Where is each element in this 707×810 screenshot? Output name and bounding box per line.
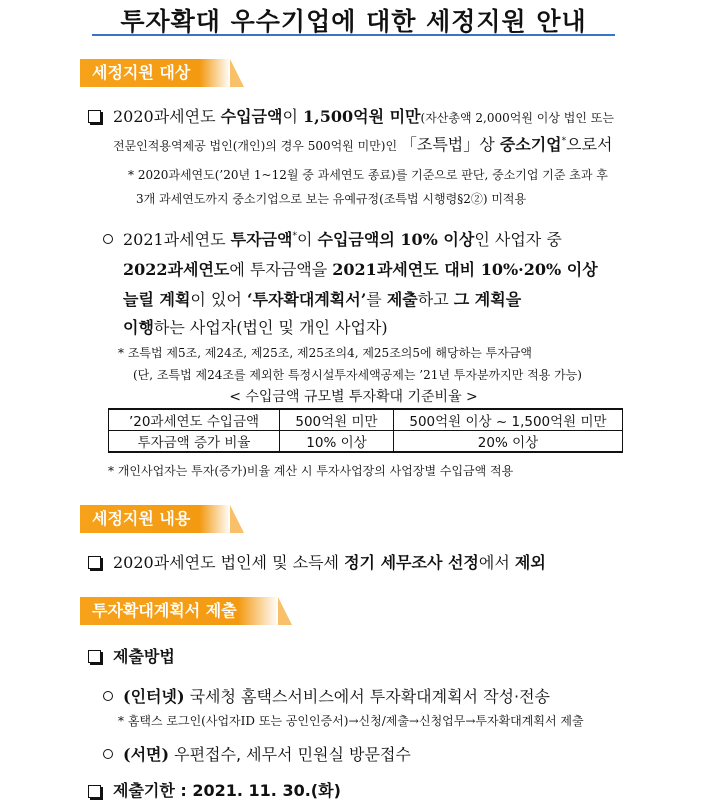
note-individual: * 개인사업자는 투자(증가)비율 계산 시 투자사업장의 사업장별 수입금액 적용	[108, 464, 514, 478]
checkbox-bullet-icon	[88, 110, 101, 123]
text-bold: 투자금액	[230, 230, 293, 249]
table-cell: 20% 이상	[394, 431, 623, 453]
text: 국세청 홈택스서비스에서 투자확대계획서 작성·전송	[184, 687, 550, 706]
text-small: 전문인적용역제공 법인(개인)의 경우 500억원 미만)인	[113, 139, 401, 153]
table-row	[109, 431, 623, 453]
table-cell: ’20과세연도 수입금액	[109, 409, 280, 431]
text: 으로서	[566, 135, 613, 154]
footnote-mark: *	[292, 231, 297, 242]
paper-method	[123, 742, 411, 765]
support-item	[113, 550, 546, 573]
table-cell: 투자금액 증가 비율	[109, 431, 280, 453]
text: 하는 사업자(법인 및 개인 사업자)	[153, 318, 388, 337]
circle-bullet-icon	[103, 749, 113, 759]
table-caption: < 수입금액 규모별 투자확대 기준비율 >	[229, 389, 478, 405]
circle-bullet-icon	[103, 691, 113, 701]
text-bold: 늘릴 계획	[123, 290, 191, 309]
text-bold: (서면)	[123, 745, 170, 764]
table-cell: 10% 이상	[280, 431, 394, 453]
text: 이	[282, 107, 304, 126]
title-underline	[92, 34, 615, 36]
text-bold: 수입금액의 10% 이상	[317, 230, 475, 249]
text: 이	[296, 230, 318, 249]
text-small: (자산총액 2,000억원 이상 법인 또는	[420, 111, 614, 125]
investment-line3	[123, 287, 521, 310]
page-title: 투자확대 우수기업에 대한 세정지원 안내	[120, 7, 587, 36]
text-bold: 1,500억원 미만	[303, 107, 421, 126]
text: 인 사업자 중	[474, 230, 562, 249]
ratio-table	[108, 408, 623, 453]
footnote-mark: *	[561, 136, 567, 147]
text: 를	[366, 290, 387, 309]
text-bold: 제출	[386, 290, 418, 309]
section-header-submission: 투자확대계획서 제출	[80, 597, 278, 625]
section-header-support: 세정지원 내용	[80, 505, 230, 533]
text: 에 투자금액을	[229, 260, 333, 279]
online-note: * 홈택스 로그인(사업자ID 또는 공인인증서)→신청/제출→신청업무→투자확대계획서 제출	[118, 714, 584, 728]
text-bold: 2021과세연도 대비 10%·20% 이상	[332, 260, 598, 279]
online-method	[123, 684, 550, 707]
note-investment-line1: * 조특법 제5조, 제24조, 제25조, 제25조의4, 제25조의5에 해당하는 투자금액	[118, 346, 532, 360]
investment-line1	[123, 227, 562, 250]
note-investment-line2: (단, 조특법 제24조를 제외한 특정시설투자세액공제는 ’21년 투자분까지만 적용 가능)	[133, 368, 582, 382]
checkbox-bullet-icon	[88, 785, 101, 798]
table-row	[109, 409, 623, 431]
text: 하고	[417, 290, 454, 309]
submission-method-label: 제출방법	[113, 647, 175, 666]
text-bold: 이행	[123, 318, 154, 337]
text-bold: 중소기업	[499, 135, 562, 154]
investment-line4	[123, 315, 388, 338]
text: 이 있어	[190, 290, 247, 309]
text: 2020과세연도	[113, 107, 221, 126]
text-bold: 수입금액	[220, 107, 283, 126]
text-bold: ‘투자확대계획서’	[246, 290, 367, 309]
table-cell: 500억원 미만	[280, 409, 394, 431]
text: 우편접수, 세무서 민원실 방문접수	[169, 745, 411, 764]
submission-deadline: 제출기한 : 2021. 11. 30.(화)	[113, 781, 341, 800]
text-bold: 제외	[514, 553, 546, 572]
text-bold: 정기 세무조사 선정	[344, 553, 479, 572]
checkbox-bullet-icon	[88, 650, 101, 663]
note-sme-line1: * 2020과세연도(’20년 1~12월 중 과세연도 종료)를 기준으로 판단, 중소기업 기준 초과 후	[128, 168, 608, 182]
table-cell: 500억원 이상 ~ 1,500억원 미만	[394, 409, 623, 431]
text: 「조특법」상	[400, 135, 500, 154]
text-bold: (인터넷)	[123, 687, 185, 706]
circle-bullet-icon	[103, 234, 113, 244]
text: 에서	[478, 553, 515, 572]
investment-line2	[123, 257, 598, 280]
text: 2020과세연도 법인세 및 소득세	[113, 553, 345, 572]
checkbox-bullet-icon	[88, 556, 101, 569]
text-bold: 2022과세연도	[123, 260, 230, 279]
text-bold: 그 계획을	[453, 290, 522, 309]
text: 2021과세연도	[123, 230, 231, 249]
target-item-line2	[113, 132, 613, 155]
note-sme-line2: 3개 과세연도까지 중소기업으로 보는 유예규정(조특법 시행령§2②) 미적용	[136, 192, 527, 206]
section-header-target: 세정지원 대상	[80, 59, 230, 87]
target-item-line1	[113, 104, 614, 127]
